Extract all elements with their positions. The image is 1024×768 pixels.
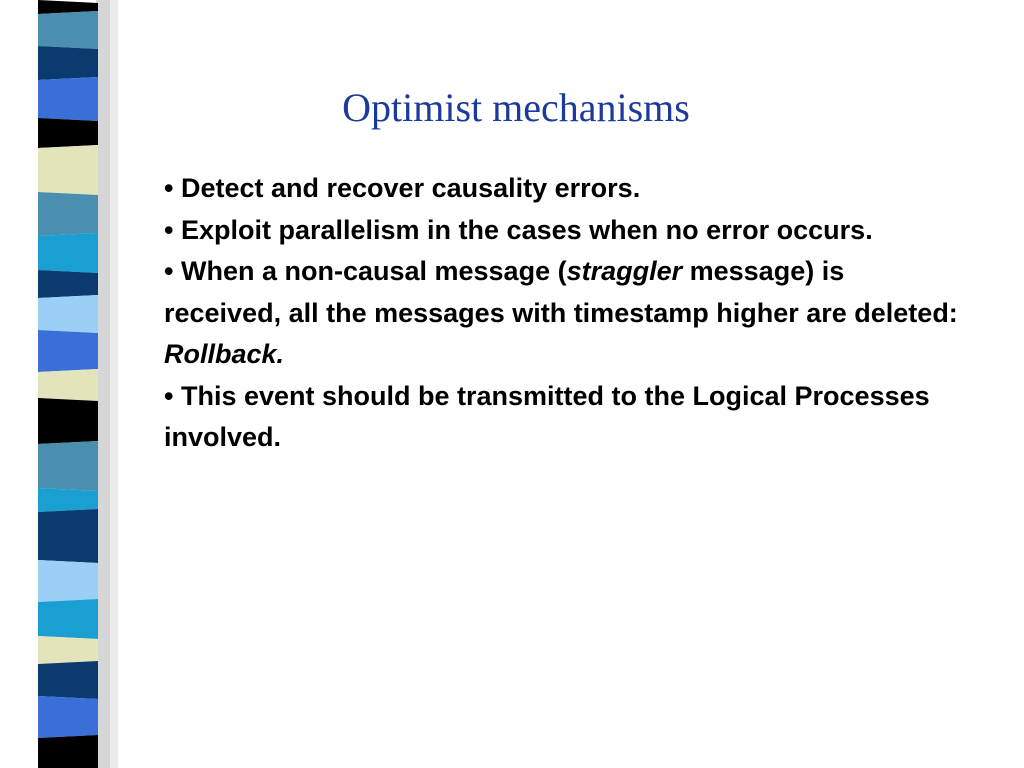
stripe-block (38, 441, 98, 491)
stripe-block (38, 330, 98, 372)
stripe-block (38, 488, 98, 512)
bullet-text-italic: straggler (566, 256, 683, 286)
bullet-text: Detect and recover causality errors. (180, 173, 641, 203)
slide-title: Optimist mechanisms (342, 85, 690, 130)
bullet-item (164, 376, 964, 459)
bullet-list (164, 168, 964, 459)
stripe-block (38, 77, 98, 121)
stripe-block (38, 118, 98, 148)
stripe-block (38, 696, 98, 738)
stripe-block (38, 46, 98, 80)
bullet-marker: • (164, 214, 174, 245)
stripe-block (38, 735, 98, 768)
stripe-block (38, 369, 98, 401)
bullet-marker: • (164, 256, 174, 286)
decorative-stripe (0, 0, 120, 768)
stripe-block (38, 295, 98, 333)
stripe-block (38, 398, 98, 444)
stripe-block (38, 192, 98, 236)
stripe-block (38, 560, 98, 602)
stripe-blocks (38, 0, 98, 768)
bullet-marker: • (164, 380, 174, 411)
bullet-text: message) is received, all the messages with timestamp higher are deleted: (164, 256, 958, 328)
bullet-text: Exploit parallelism in the cases when no error occurs. (180, 214, 873, 245)
stripe-block (38, 11, 98, 49)
bullet-text: This event should be transmitted to the Logical Processes involved. (164, 380, 930, 452)
stripe-block (38, 599, 98, 639)
stripe-block (38, 270, 98, 298)
stripe-block (38, 145, 98, 195)
bullet-item (164, 251, 964, 376)
stripe-shadow-soft (110, 0, 118, 768)
stripe-block (38, 636, 98, 664)
bullet-text: When a non-causal message ( (180, 256, 567, 286)
bullet-item (164, 168, 964, 210)
bullet-text-italic: Rollback. (164, 339, 285, 369)
stripe-block (38, 661, 98, 699)
stripe-block (38, 509, 98, 563)
bullet-marker: • (164, 173, 174, 203)
stripe-shadow (96, 0, 110, 768)
bullet-item (164, 210, 964, 252)
stripe-block (38, 233, 98, 273)
